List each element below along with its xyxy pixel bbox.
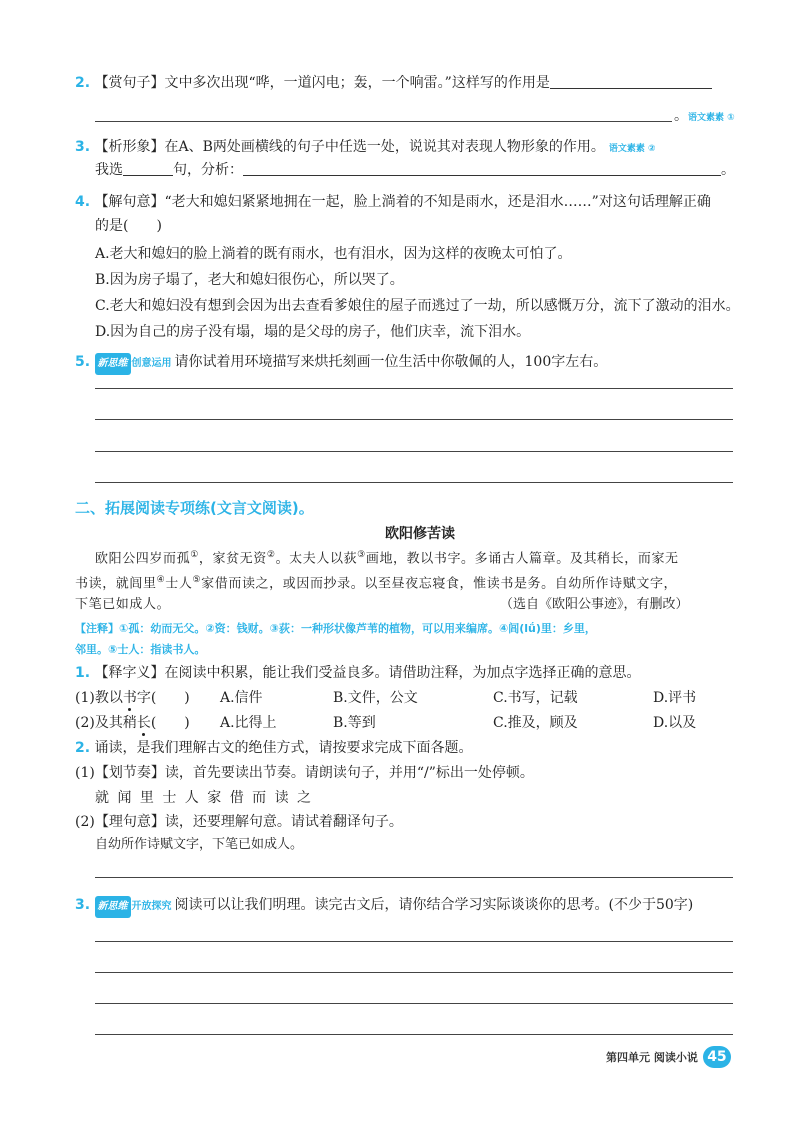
question-number: 1. bbox=[75, 665, 91, 681]
question-tag: 【划节奏】 bbox=[94, 765, 165, 781]
choice-a[interactable]: A.比得上 bbox=[220, 715, 277, 731]
writing-line[interactable] bbox=[95, 419, 733, 420]
new-thinking-badge: 新思维 bbox=[95, 353, 131, 375]
passage-line-2 bbox=[75, 570, 677, 594]
passage-question-1 bbox=[75, 663, 641, 683]
choice-c[interactable]: C.书写，记载 bbox=[493, 690, 578, 706]
writing-line[interactable] bbox=[95, 1003, 733, 1004]
question-2 bbox=[75, 73, 712, 93]
passage-text: 士人 bbox=[165, 576, 193, 592]
page-footer bbox=[606, 1046, 731, 1068]
annotation-line-2: 邻里。⑤士人：指读书人。 bbox=[75, 643, 206, 656]
question-text: 读，还要理解句意。请试着翻译句子。 bbox=[164, 814, 403, 830]
question-number: 5. bbox=[75, 354, 91, 370]
option-d[interactable]: D.因为自己的房子没有塌，塌的是父母的房子，他们庆幸，流下泪水。 bbox=[95, 324, 531, 340]
question-3-line2 bbox=[95, 160, 735, 180]
label-choose: 我选 bbox=[95, 162, 123, 178]
dotted-char: 书 bbox=[122, 690, 137, 706]
analysis-blank[interactable] bbox=[243, 161, 721, 176]
unit-label: 第四单元 阅读小说 bbox=[606, 1051, 698, 1064]
sub-question[interactable] bbox=[75, 688, 220, 708]
sub-question-text: 字( ) bbox=[136, 690, 190, 706]
passage-line-3: 下笔已如成人。 bbox=[75, 597, 171, 612]
question-text: 文中多次出现“哗，一道闪电；轰，一个响雷。”这样写的作用是 bbox=[164, 75, 550, 91]
skill-tag: 语文素素 ① bbox=[688, 113, 735, 123]
sub-question-1 bbox=[75, 763, 534, 783]
choice-a[interactable]: A.信件 bbox=[220, 690, 263, 706]
badge-subtitle: 开放探究 bbox=[131, 901, 172, 912]
writing-line[interactable] bbox=[95, 451, 733, 452]
question-3 bbox=[75, 137, 656, 159]
sub-question-text: (1)教以 bbox=[75, 690, 123, 706]
note-ref: ③ bbox=[357, 550, 366, 560]
choice-d[interactable]: D.以及 bbox=[653, 715, 697, 731]
choice-row-2 bbox=[75, 713, 735, 733]
passage-text: 。太夫人以荻 bbox=[275, 551, 358, 567]
choice-c[interactable]: C.推及，顾及 bbox=[493, 715, 578, 731]
question-4-stem-end[interactable]: 的是( ) bbox=[95, 218, 162, 234]
skill-tag: 语文素素 ② bbox=[608, 144, 656, 154]
new-thinking-badge: 新思维 bbox=[95, 896, 131, 918]
note-ref: ④ bbox=[156, 575, 166, 585]
answer-line[interactable] bbox=[95, 121, 672, 122]
question-text: 在A、B两处画横线的句子中任选一处，说说其对表现人物形象的作用。 bbox=[164, 139, 605, 155]
period: 。 bbox=[721, 162, 735, 178]
question-tag: 【赏句子】 bbox=[94, 75, 165, 91]
question-tag: 【析形象】 bbox=[94, 139, 165, 155]
sub-number: (1) bbox=[75, 765, 95, 781]
writing-line[interactable] bbox=[95, 972, 733, 973]
passage-source: （选自《欧阳公事迹》，有删改） bbox=[500, 597, 689, 612]
question-number: 2. bbox=[75, 75, 91, 91]
writing-line[interactable] bbox=[95, 941, 733, 942]
option-b[interactable]: B.因为房子塌了，老大和媳妇很伤心，所以哭了。 bbox=[95, 272, 404, 288]
passage-title: 欧阳修苦读 bbox=[385, 526, 455, 542]
question-4 bbox=[75, 192, 711, 212]
question-tag: 【理句意】 bbox=[94, 814, 165, 830]
passage-line-1 bbox=[95, 545, 679, 569]
badge-subtitle: 创意运用 bbox=[131, 358, 172, 369]
passage-text: 家借而读之，或因而抄录。以至昼夜忘寝食，惟读书是务。自幼所作诗赋文字， bbox=[201, 576, 678, 592]
question-number: 2. bbox=[75, 740, 91, 756]
choice-b[interactable]: B.等到 bbox=[333, 715, 376, 731]
question-text: 阅读可以让我们明理。读完古文后，请你结合学习实际谈谈你的思考。(不少于50字) bbox=[174, 897, 694, 913]
annotation-line-1: 【注释】①孤：幼而无父。②资：钱财。③荻：一种形状像芦苇的植物，可以用来编席。④闾(lǘ)里：乡里， bbox=[75, 622, 596, 635]
question-tag: 【解句意】 bbox=[94, 194, 165, 210]
passage-question-2 bbox=[75, 738, 473, 758]
passage-text: 画地，教以书字。多诵古人篇章。及其稍长，而家无 bbox=[365, 551, 679, 567]
option-a[interactable]: A.老大和媳妇的脸上淌着的既有雨水，也有泪水，因为这样的夜晚太可怕了。 bbox=[95, 246, 572, 262]
writing-line[interactable] bbox=[95, 482, 733, 483]
question-tag: 【释字义】 bbox=[94, 665, 165, 681]
writing-line[interactable] bbox=[95, 388, 733, 389]
sub-question-text: (2)及其稍 bbox=[75, 715, 137, 731]
question-number: 3. bbox=[75, 139, 91, 155]
note-ref: ⑤ bbox=[192, 575, 202, 585]
dotted-char: 长 bbox=[136, 715, 151, 731]
choice-d[interactable]: D.评书 bbox=[653, 690, 697, 706]
answer-blank[interactable] bbox=[550, 74, 712, 89]
option-c[interactable]: C.老大和媳妇没有想到会因为出去查看爹娘住的屋子而逃过了一劫，所以感慨万分，流下了激动的泪水。 bbox=[95, 298, 740, 314]
question-text: 请你试着用环境描写来烘托刻画一位生活中你敬佩的人，100字左右。 bbox=[174, 354, 608, 370]
label-analysis: 句，分析： bbox=[173, 162, 243, 178]
note-ref: ① bbox=[190, 550, 199, 560]
question-number: 4. bbox=[75, 194, 91, 210]
rhythm-sentence[interactable]: 就 闻 里 士 人 家 借 而 读 之 bbox=[95, 790, 314, 806]
period: 。 bbox=[674, 108, 688, 124]
question-text: 读，首先要读出节奏。请朗读句子，并用“/”标出一处停顿。 bbox=[164, 765, 534, 781]
sub-question-text: ( ) bbox=[150, 715, 190, 731]
choice-blank[interactable] bbox=[123, 161, 173, 176]
note-ref: ② bbox=[266, 550, 276, 560]
translate-sentence: 自幼所作诗赋文字，下笔已如成人。 bbox=[95, 837, 304, 852]
passage-question-3 bbox=[75, 895, 693, 918]
passage-text: 欧阳公四岁而孤 bbox=[95, 551, 191, 567]
question-text: 诵读，是我们理解古文的绝佳方式，请按要求完成下面各题。 bbox=[94, 740, 473, 756]
writing-line[interactable] bbox=[95, 1034, 733, 1035]
question-5 bbox=[75, 352, 607, 375]
choice-b[interactable]: B.文件，公文 bbox=[333, 690, 418, 706]
question-2-end bbox=[674, 106, 735, 128]
answer-line[interactable] bbox=[95, 877, 733, 878]
sub-question-2 bbox=[75, 812, 403, 832]
page-number: 45 bbox=[703, 1046, 731, 1068]
passage-text: 书读，就闾里 bbox=[75, 576, 157, 592]
choice-row-1 bbox=[75, 688, 735, 708]
passage-text: ，家贫无资 bbox=[198, 551, 267, 567]
question-text: “老大和媳妇紧紧地拥在一起，脸上淌着的不知是雨水，还是泪水……”对这句话理解正确 bbox=[164, 194, 711, 210]
sub-question[interactable] bbox=[75, 713, 220, 733]
sub-number: (2) bbox=[75, 814, 95, 830]
question-number: 3. bbox=[75, 897, 91, 913]
question-text: 在阅读中积累，能让我们受益良多。请借助注释，为加点字选择正确的意思。 bbox=[164, 665, 641, 681]
section-2-title: 二、拓展阅读专项练(文言文阅读)。 bbox=[75, 499, 314, 517]
